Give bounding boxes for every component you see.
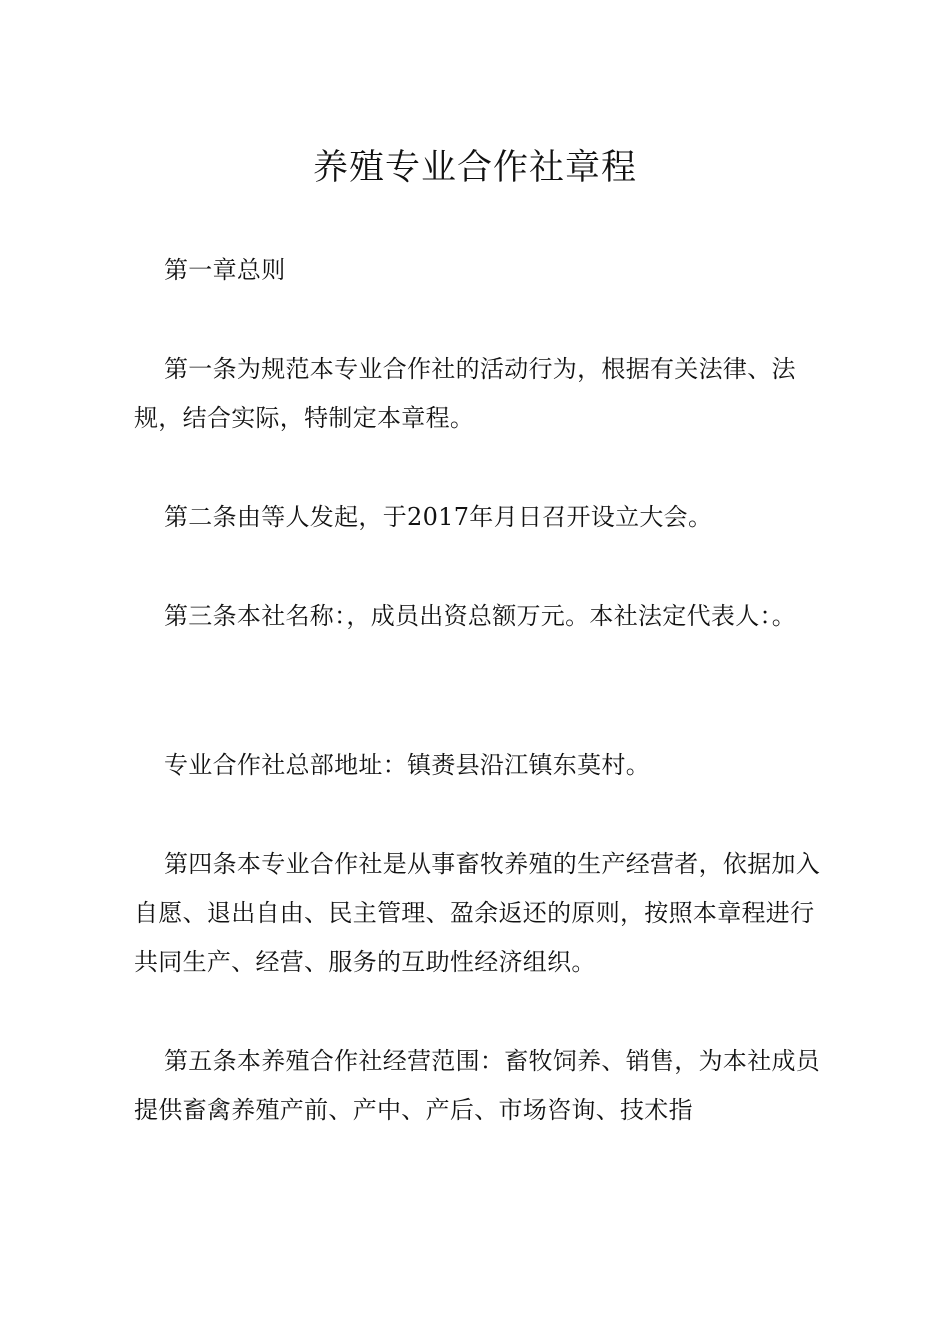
article-2-paragraph: 第二条由等人发起，于2017年月日召开设立大会。 (164, 503, 713, 531)
document-title: 养殖专业合作社章程 (312, 148, 637, 188)
article-5-paragraph: 第五条本养殖合作社经营范围：畜牧饲养、销售，为本社成员提供畜禽养殖产前、产中、产后、市场咨询、技术指 (134, 1047, 821, 1124)
article-4-paragraph: 第四条本专业合作社是从事畜牧养殖的生产经营者，依据加入自愿、退出自由、民主管理、盈余返还的原则，按照本章程进行共同生产、经营、服务的互助性经济组织。 (134, 850, 821, 976)
article-3-paragraph: 第三条本社名称：，成员出资总额万元。本社法定代表人：。 (164, 602, 797, 630)
address-paragraph: 专业合作社总部地址：镇赉县沿江镇东莫村。 (164, 751, 650, 779)
article-1-paragraph: 第一条为规范本专业合作社的活动行为，根据有关法律、法规，结合实际，特制定本章程。 (134, 355, 796, 432)
chapter-heading: 第一章总则 (164, 256, 286, 284)
